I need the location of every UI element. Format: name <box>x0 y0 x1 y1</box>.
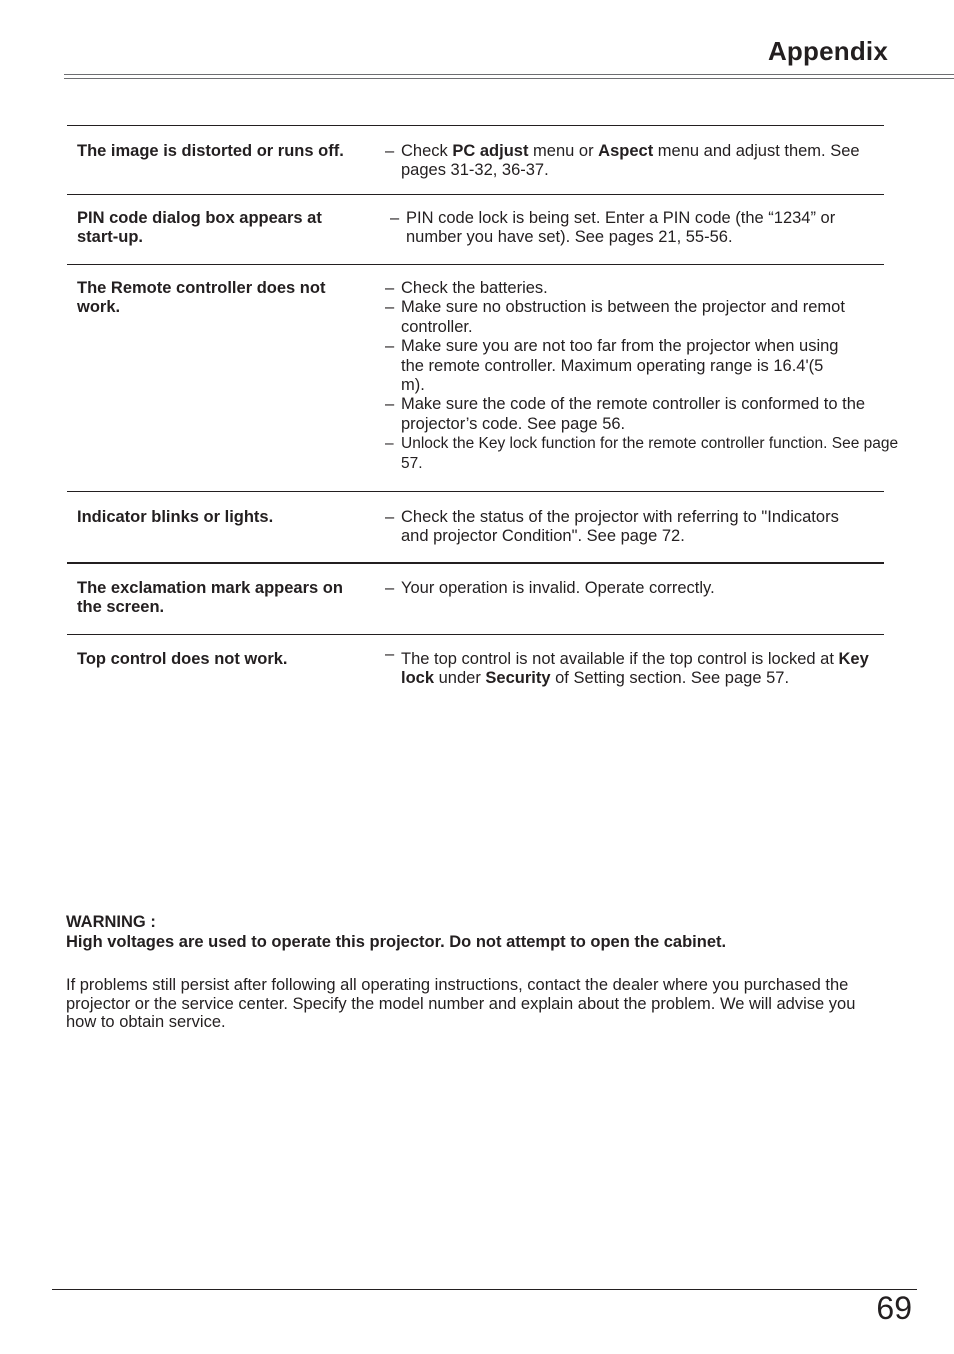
solution-text: Unlock the Key lock function for the remote controller function. See page 57. <box>401 435 899 473</box>
dash-marker: – <box>390 209 400 227</box>
troubleshooting-table <box>67 125 899 705</box>
dash-marker: – <box>385 395 395 414</box>
solution-text: Make sure the code of the remote controller is conformed to the projector’s code. See page 56. <box>401 395 866 433</box>
warning-label: WARNING : <box>66 913 156 931</box>
footer-rule <box>52 1289 917 1290</box>
solution-item <box>390 209 876 248</box>
solution-text: PIN code lock is being set. Enter a PIN code (the “1234” or number you have set). See pages 21, 55-56. <box>406 209 836 247</box>
dash-marker: – <box>385 337 395 356</box>
solution-cell <box>385 579 885 598</box>
solution-item <box>385 508 841 547</box>
solution-cell <box>385 508 885 547</box>
table-row <box>67 264 899 491</box>
solution-item <box>385 395 901 434</box>
solution-item <box>385 579 885 598</box>
dash-marker: – <box>385 579 395 597</box>
dash-marker: – <box>385 508 395 526</box>
solution-item <box>385 298 861 337</box>
dash-marker: – <box>385 298 395 317</box>
solution-text: menu and adjust them. See pages 31-32, 36-37. <box>401 142 860 180</box>
solution-text: Your operation is invalid. Operate correctly. <box>401 579 715 597</box>
condition-cell: Top control does not work. <box>77 650 288 668</box>
solution-item <box>385 142 891 181</box>
solution-text: Check <box>401 142 453 160</box>
solution-item <box>385 434 901 474</box>
solution-text: Make sure you are not too far from the projector when using the remote controller. Maximum operating range is 16.4'(5 m). <box>401 337 839 395</box>
page-title: Appendix <box>767 36 888 66</box>
table-row <box>67 125 884 194</box>
solution-text: Check the status of the projector with referring to "Indicators and projector Condition". See page 72. <box>401 508 839 546</box>
service-note: If problems still persist after following all operating instructions, contact the dealer where you purchased the projector or the service center. Specify the model number and explain about the problem. We will advise you how to obtain service. <box>66 976 856 1031</box>
condition-cell: The exclamation mark appears on the screen. <box>77 579 343 617</box>
table-row <box>67 491 884 562</box>
solution-item <box>385 645 891 689</box>
solution-text: menu or <box>528 142 599 160</box>
menu-name: PC adjust <box>452 142 529 160</box>
solution-text: under <box>434 669 486 688</box>
dash-marker: – <box>385 142 395 160</box>
menu-name: Security <box>485 669 551 688</box>
condition-cell: The Remote controller does not work. <box>77 279 326 317</box>
menu-name: Aspect <box>598 142 654 160</box>
page-number: 69 <box>876 1290 912 1326</box>
solution-text: The top control is not available if the top control is locked at <box>401 650 839 668</box>
header-rule <box>64 78 954 79</box>
table-row <box>67 562 884 634</box>
condition-cell: PIN code dialog box appears at start-up. <box>77 209 322 247</box>
solution-cell <box>390 209 890 248</box>
condition-cell: Indicator blinks or lights. <box>77 508 274 526</box>
solution-cell <box>385 645 885 689</box>
dash-marker: – <box>385 435 394 453</box>
solution-text: Check the batteries. <box>401 279 548 297</box>
header-rule <box>64 74 954 75</box>
solution-item <box>385 337 841 395</box>
solution-text: of Setting section. See page 57. <box>550 669 790 688</box>
table-row <box>67 194 884 264</box>
solution-cell <box>385 142 885 181</box>
menu-name: Key lock <box>401 650 869 688</box>
solution-item <box>385 279 885 298</box>
table-row <box>67 634 884 705</box>
warning-text: High voltages are used to operate this projector. Do not attempt to open the cabinet. <box>66 933 727 951</box>
dash-marker: – <box>385 645 395 663</box>
dash-marker: – <box>385 279 395 297</box>
solution-text: Make sure no obstruction is between the projector and remot controller. <box>401 298 845 336</box>
condition-cell: The image is distorted or runs off. <box>77 142 344 160</box>
warning-block <box>66 912 886 952</box>
solution-cell <box>385 279 899 474</box>
